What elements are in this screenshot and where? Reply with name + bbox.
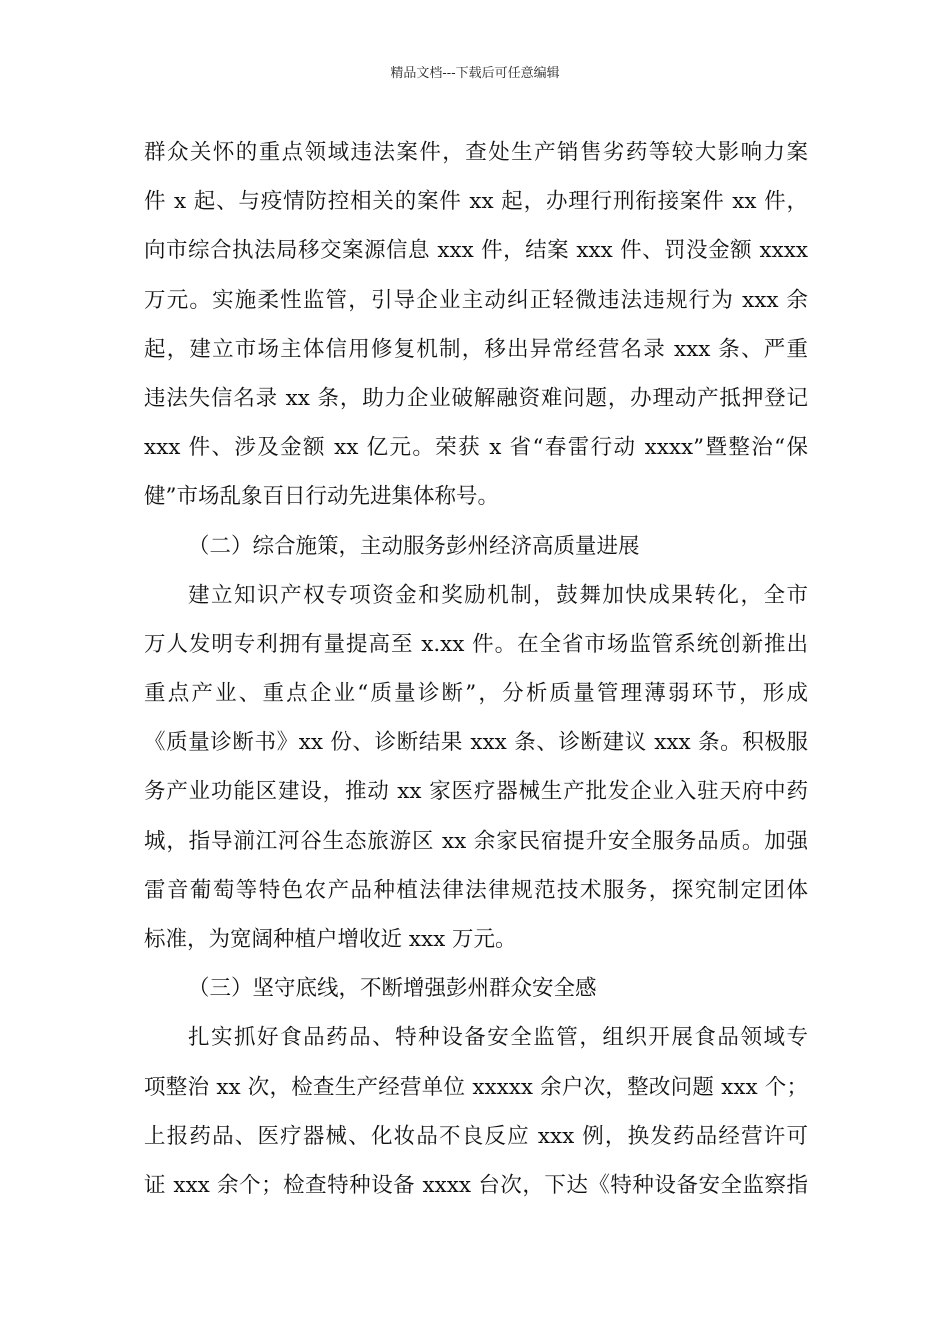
text-line: 城，指导湔江河谷生态旅游区 xx 余家民宿提升安全服务品质。加强 <box>144 828 808 854</box>
text-line: 万元。实施柔性监管，引导企业主动纠正轻微违法违规行为 xxx 余 <box>144 287 808 313</box>
text-line: 《质量诊断书》xx 份、诊断结果 xxx 条、诊断建议 xxx 条。积极服 <box>144 730 808 756</box>
text-line: 证 xxx 余个；检查特种设备 xxxx 台次，下达《特种设备安全监察指 <box>144 1172 808 1198</box>
document-body <box>144 128 808 1210</box>
text-line: 向市综合执法局移交案源信息 xxx 件，结案 xxx 件、罚没金额 xxxx <box>144 238 808 264</box>
text-line: 项整治 xx 次，检查生产经营单位 xxxxx 余户次，整改问题 xxx 个； <box>144 1074 808 1100</box>
text-line: xxx 件、涉及金额 xx 亿元。荣获 x 省“春雷行动 xxxx”暨整治“保 <box>144 435 808 461</box>
text-line: 雷音葡萄等特色农产品种植法律法律规范技术服务，探究制定团体 <box>144 877 808 903</box>
text-line: 群众关怀的重点领域违法案件，查处生产销售劣药等较大影响力案 <box>144 140 808 165</box>
text-line: 重点产业、重点企业“质量诊断”，分析质量管理薄弱环节，形成 <box>144 681 808 707</box>
text-line: 标准，为宽阔种植户增收近 xxx 万元。 <box>144 927 517 952</box>
section-heading: （二）综合施策，主动服务彭州经济高质量进展 <box>188 533 640 559</box>
text-line: 违法失信名录 xx 条，助力企业破解融资难问题，办理动产抵押登记 <box>144 385 808 411</box>
text-line: 务产业功能区建设，推动 xx 家医疗器械生产批发企业入驻天府中药 <box>144 779 808 805</box>
text-line: 起，建立市场主体信用修复机制，移出异常经营名录 xxx 条、严重 <box>144 336 808 362</box>
text-line: 健”市场乱象百日行动先进集体称号。 <box>144 484 499 510</box>
section-heading: （三）坚守底线，不断增强彭州群众安全感 <box>188 976 597 1002</box>
text-line: 上报药品、医疗器械、化妆品不良反应 xxx 例，换发药品经营许可 <box>144 1123 808 1149</box>
text-line: 件 x 起、与疫情防控相关的案件 xx 起，办理行刑衔接案件 xx 件， <box>144 189 808 215</box>
page-header: 精品文档---下载后可任意编辑 <box>390 66 560 81</box>
text-line: 扎实抓好食品药品、特种设备安全监管，组织开展食品领域专 <box>188 1025 808 1051</box>
text-line: 万人发明专利拥有量提高至 x.xx 件。在全省市场监管系统创新推出 <box>144 631 808 657</box>
text-line: 建立知识产权专项资金和奖励机制，鼓舞加快成果转化，全市 <box>188 582 808 608</box>
